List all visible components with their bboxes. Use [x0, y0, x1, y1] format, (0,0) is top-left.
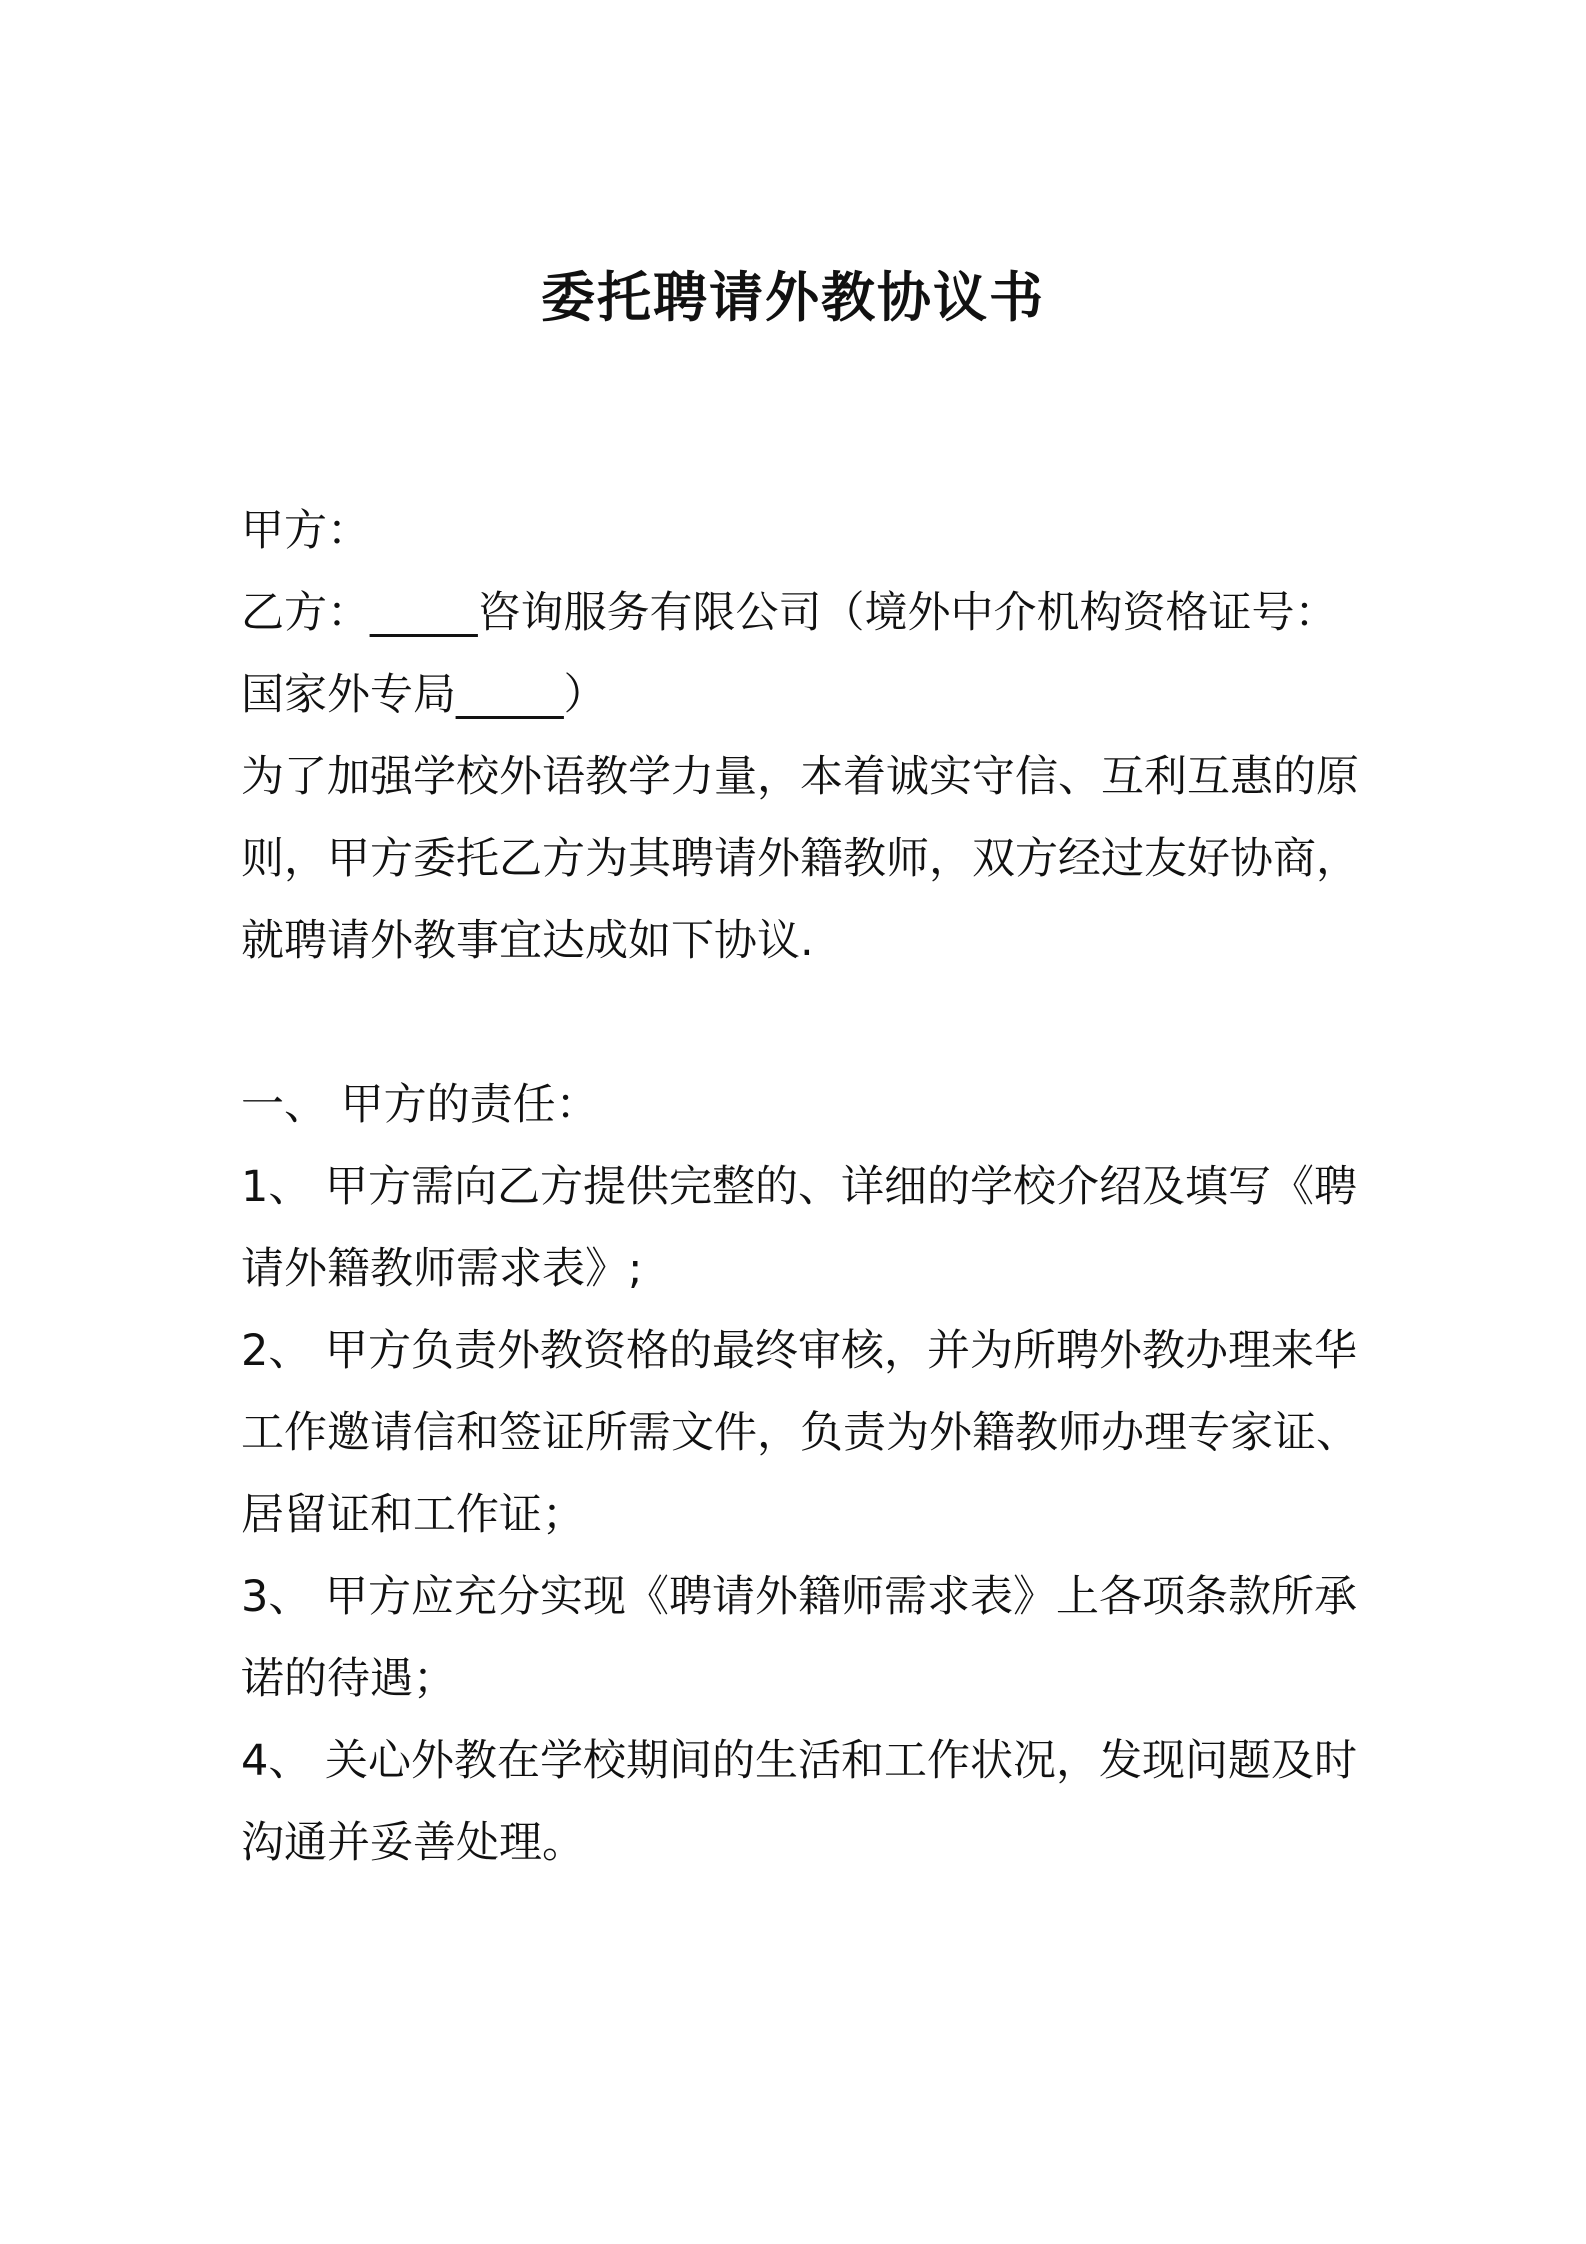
clause-line: 沟通并妥善处理。 — [241, 1818, 585, 1868]
document-title: 委托聘请外教协议书 — [541, 266, 1045, 329]
clause-1 — [241, 1146, 1361, 1310]
clause-3 — [241, 1556, 1361, 1720]
clause-2 — [241, 1310, 1361, 1556]
clause-line: 诺的待遇； — [241, 1654, 456, 1704]
party-b — [241, 572, 1361, 736]
party-b-line: 乙方：_____咨询服务有限公司（境外中介机构资格证号： — [241, 588, 1338, 638]
clause-line: 2、 甲方负责外教资格的最终审核，并为所聘外教办理来华 — [241, 1326, 1358, 1376]
clause-line: 1、 甲方需向乙方提供完整的、详细的学校介绍及填写《聘 — [241, 1162, 1358, 1212]
party-a — [241, 490, 1361, 572]
party-b-line: 国家外专局_____） — [241, 670, 607, 720]
clause-line: 3、 甲方应充分实现《聘请外籍师需求表》上各项条款所承 — [241, 1572, 1358, 1622]
spacer — [241, 982, 1361, 1064]
party-a-line: 甲方： — [241, 506, 370, 556]
clause-line: 居留证和工作证； — [241, 1490, 585, 1540]
preamble-line: 就聘请外教事宜达成如下协议. — [241, 916, 814, 966]
document-body — [241, 490, 1361, 1884]
clause-line: 4、 关心外教在学校期间的生活和工作状况，发现问题及时 — [241, 1736, 1358, 1786]
preamble — [241, 736, 1361, 982]
clause-4 — [241, 1720, 1361, 1884]
section-1 — [241, 1064, 1361, 1884]
preamble-line: 为了加强学校外语教学力量，本着诚实守信、互利互惠的原 — [241, 752, 1359, 802]
section-heading: 一、 甲方的责任： — [241, 1080, 599, 1130]
clause-line: 请外籍教师需求表》; — [241, 1244, 643, 1294]
preamble-line: 则，甲方委托乙方为其聘请外籍教师，双方经过友好协商， — [241, 834, 1359, 884]
clause-line: 工作邀请信和签证所需文件，负责为外籍教师办理专家证、 — [241, 1408, 1359, 1458]
